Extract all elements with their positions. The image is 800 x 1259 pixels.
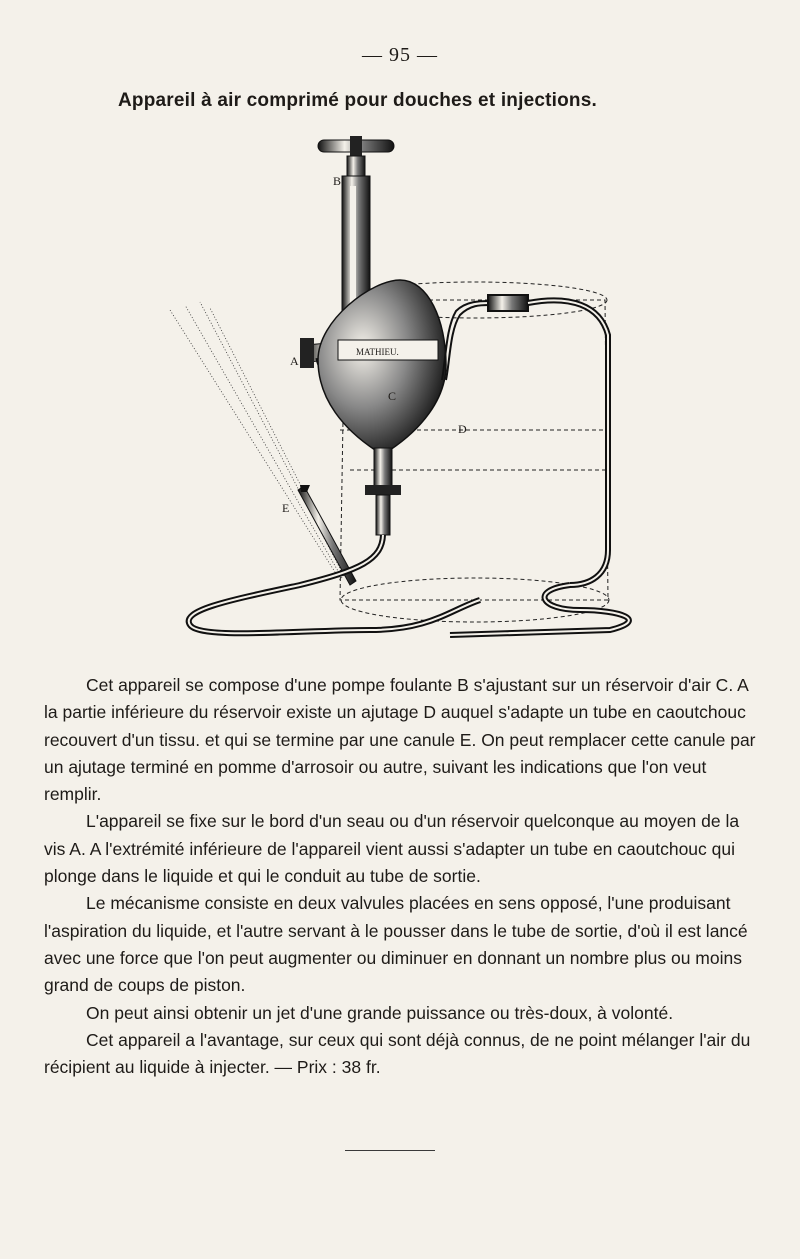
page-number: — 95 — <box>362 44 438 66</box>
page-title: Appareil à air comprimé pour douches et injections. <box>118 90 597 111</box>
paragraph-5: Cet appareil a l'avantage, sur ceux qui sont déjà connus, de ne point mélanger l'air du récipient au liquide à injecter. — Prix : 38 fr. <box>44 1029 751 1078</box>
maker-mark: MATHIEU. <box>356 347 399 357</box>
label-e: E <box>282 501 290 515</box>
paragraph-2: L'appareil se fixe sur le bord d'un seau ou d'un réservoir quelconque au moyen de la vis A. A l'extrémité inférieure de l'appareil vient aussi s'adapter un tube en caoutchouc qui plonge dans le liquide et qui le conduit au tube de sortie. <box>44 811 740 887</box>
label-d: D <box>458 422 467 436</box>
label-b: B <box>333 174 342 188</box>
paragraph-3: Le mécanisme consiste en deux valvules placées en sens opposé, l'une produisant l'aspiration du liquide, et l'autre servant à le pousser dans le tube de sortie, d'où il est lancé avec une force que l'on peut augmenter ou diminuer en donnant un nombre plus ou moins grand de coups de piston. <box>44 893 748 996</box>
air-reservoir-c <box>318 280 446 535</box>
paragraph-1: Cet appareil se compose d'une pompe foulante B s'ajustant sur un réservoir d'air C. A la partie inférieure du réservoir existe un ajutage D auquel s'adapte un tube en caoutchouc recouvert d'un tissu. et qui se termine par une canule E. On peut remplacer cette canule par un ajutage terminé en pomme d'arrosoir ou autre, suivant les indications que l'on veut remplir. <box>44 675 756 805</box>
description <box>44 672 760 1081</box>
paragraph-4: On peut ainsi obtenir un jet d'une grande puissance ou très-doux, à volonté. <box>86 1002 674 1023</box>
apparatus-illustration <box>150 130 680 660</box>
outlet-hose-d <box>442 295 629 635</box>
end-rule <box>345 1150 435 1151</box>
label-c: C <box>388 389 397 403</box>
apparatus-engraving <box>150 130 680 660</box>
label-a: A <box>290 354 299 368</box>
